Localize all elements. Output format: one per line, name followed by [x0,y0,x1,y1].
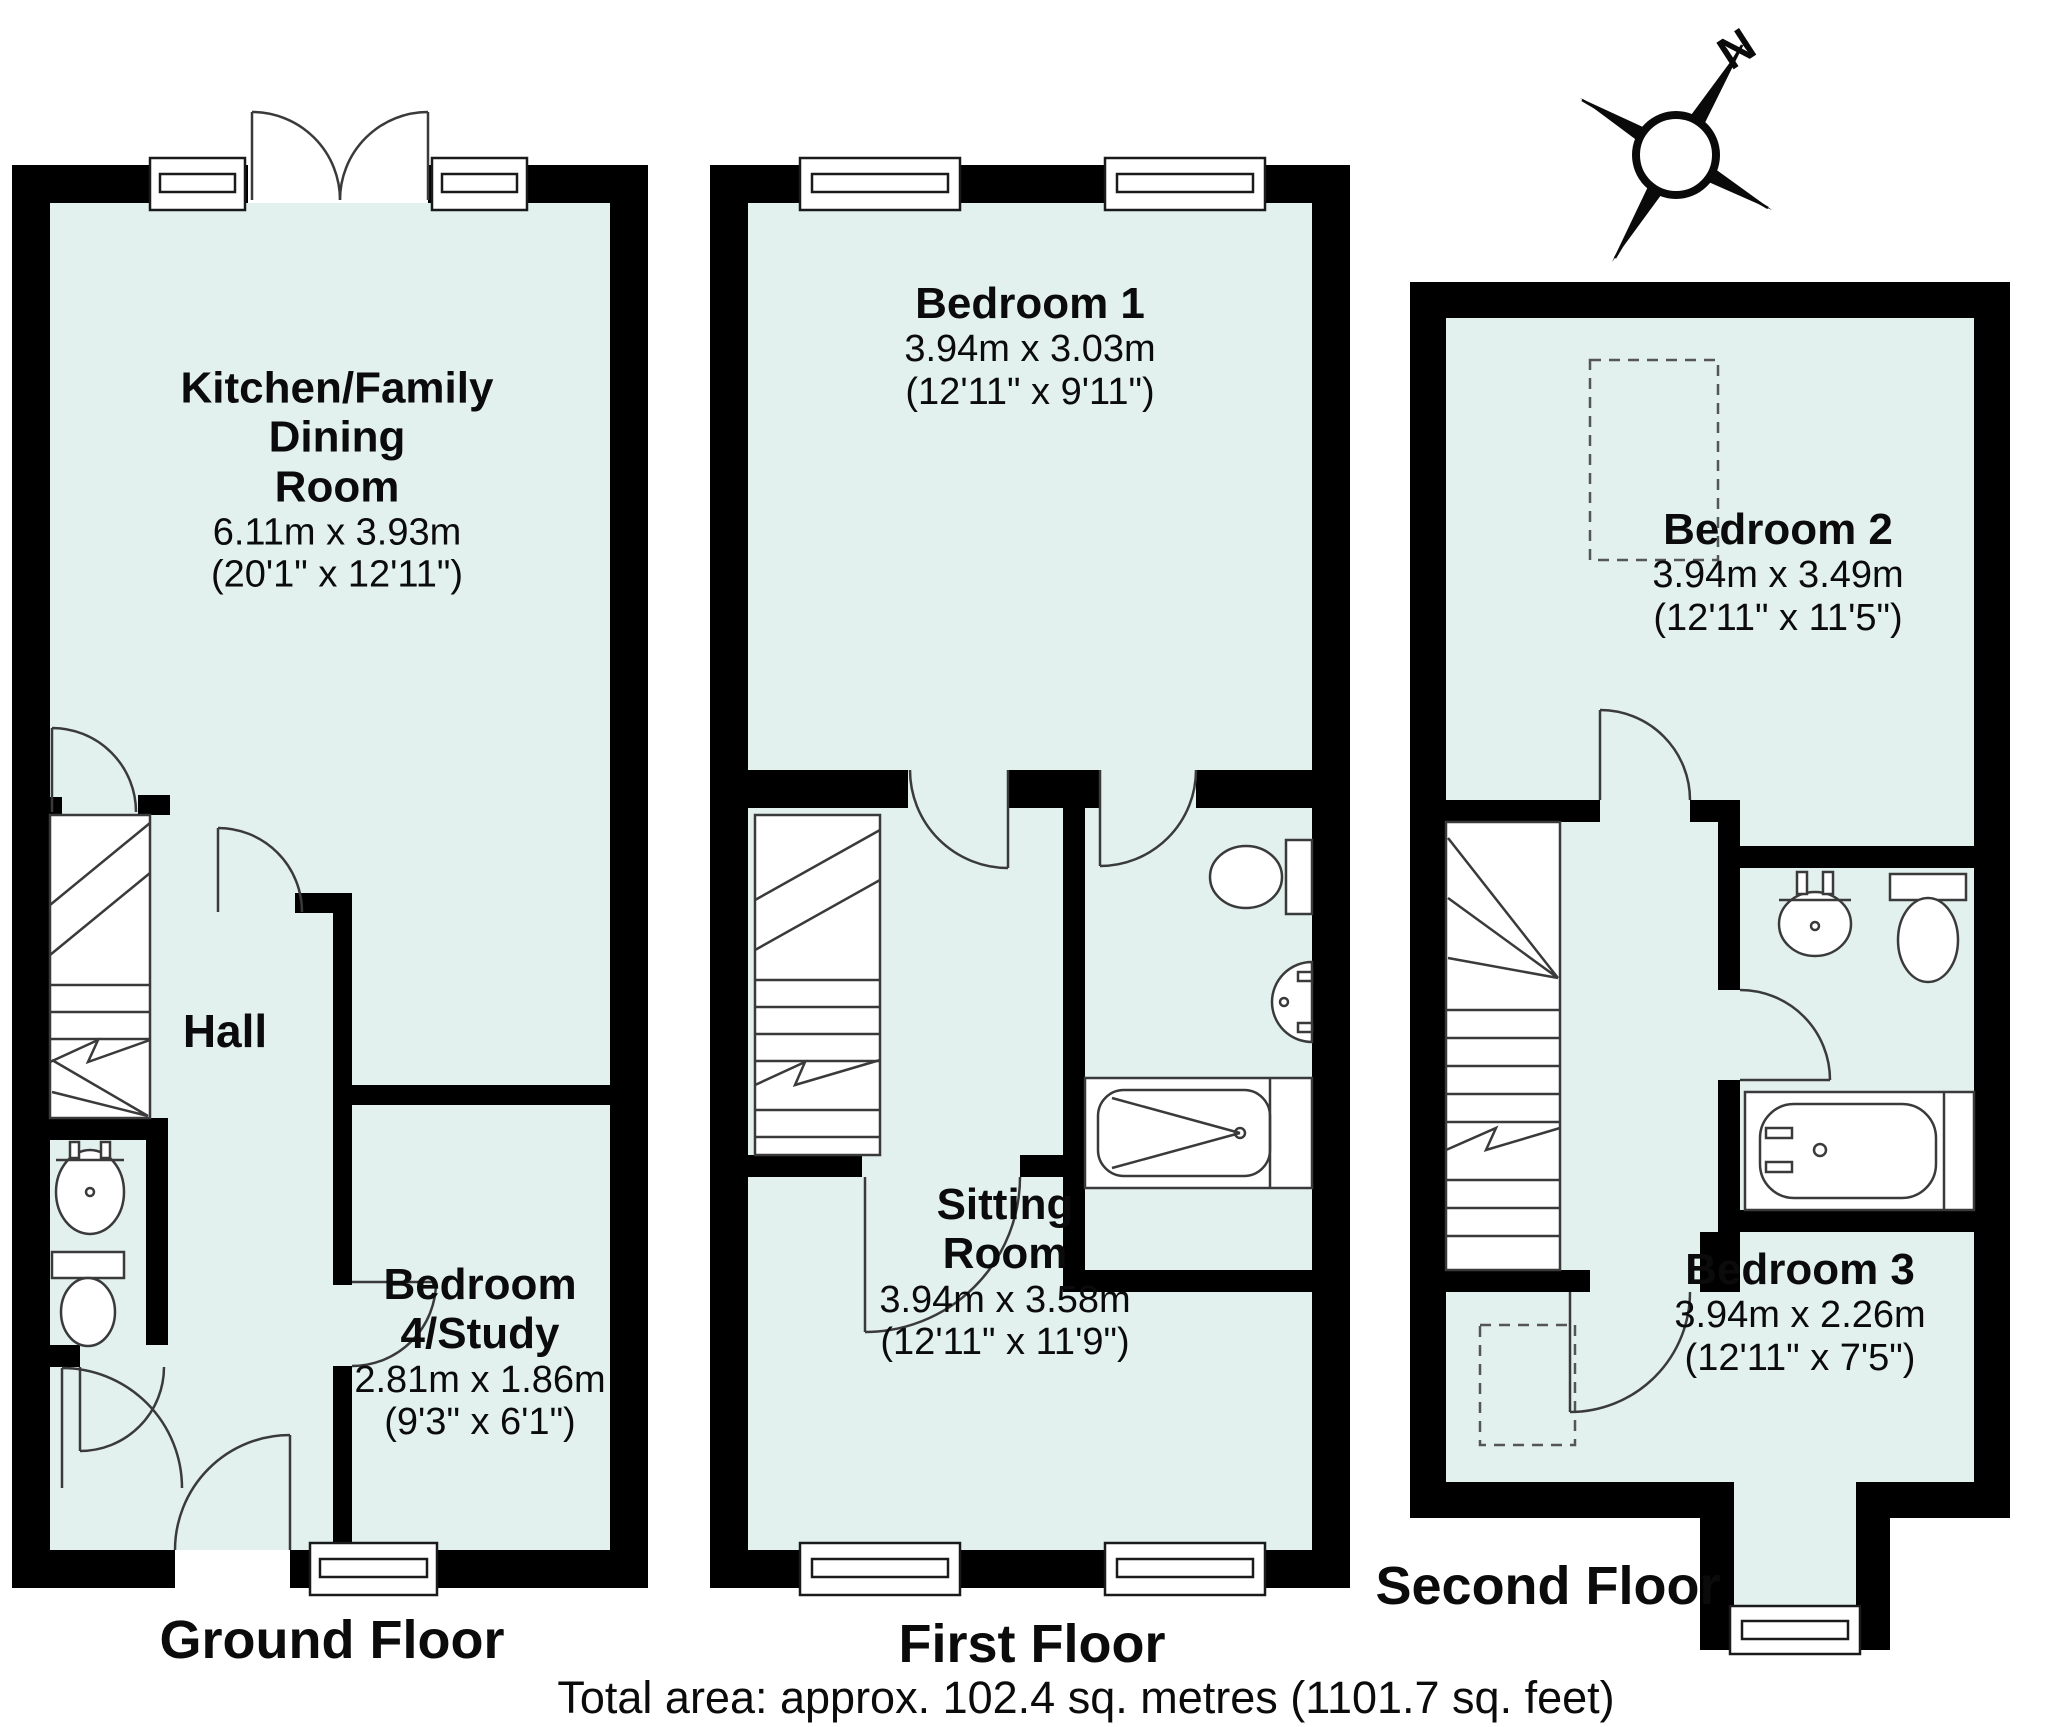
bath-icon [1745,1092,1974,1210]
room-dimensions-metric: 6.11m x 3.93m [212,511,462,554]
room-dimensions-imperial: (12'11" x 7'5") [1684,1336,1916,1379]
bath-icon [1085,1078,1312,1188]
total-area-text: Total area: approx. 102.4 sq. metres (1101.7 sq. feet) [557,1672,1615,1723]
room-label-bedroom4 [354,1260,605,1444]
window [150,158,245,210]
room-name: Bedroom 2 [1663,504,1893,554]
caption-ground-floor: Ground Floor [159,1610,505,1670]
toilet-icon [1210,840,1312,914]
room-name: Room [942,1229,1068,1279]
staircase-second [1446,822,1560,1270]
window [800,1543,960,1595]
room-name: Room [274,462,400,512]
room-dimensions-imperial: (20'1" x 12'11") [210,553,464,596]
front-door-opening [175,1550,290,1588]
room-name: Bedroom 1 [915,278,1145,328]
room-dimensions-imperial: (12'11" x 11'5") [1653,596,1903,639]
window [800,158,960,210]
window [310,1543,437,1595]
room-name: Dining [268,412,406,462]
caption-second-floor: Second Floor [1375,1556,1721,1616]
staircase-ground [50,815,150,1118]
room-dimensions-imperial: (9'3" x 6'1") [384,1401,576,1444]
room-dimensions-imperial: (12'11" x 9'11") [905,370,1155,413]
room-dimensions-imperial: (12'11" x 11'9") [880,1321,1130,1364]
window [432,158,527,210]
caption-first-floor: First Floor [898,1614,1166,1674]
room-dimensions-metric: 3.94m x 3.49m [1652,554,1904,597]
room-name: Bedroom [383,1260,577,1310]
room-dimensions-metric: 3.94m x 2.26m [1674,1294,1926,1337]
compass-rose [1580,18,1772,262]
room-dimensions-metric: 2.81m x 1.86m [354,1358,606,1401]
room-label-bedroom1 [904,279,1155,413]
window [1730,1606,1860,1654]
room-dimensions-metric: 3.94m x 3.58m [879,1278,1131,1321]
room-label-hall [183,1006,267,1058]
window [1105,158,1265,210]
room-name: Sitting [936,1180,1074,1230]
room-name: Kitchen/Family [180,363,494,413]
room-label-sitting-room [879,1180,1130,1364]
room-label-kitchen [181,364,494,597]
room-name: Bedroom 3 [1685,1244,1915,1294]
north-label: N [1708,17,1765,80]
staircase-first [755,815,880,1155]
room-name: Hall [182,1005,268,1058]
second-floor-plan [1410,282,2010,1654]
room-name: 4/Study [400,1309,560,1359]
window [1105,1543,1265,1595]
room-label-bedroom2 [1652,505,1903,639]
room-label-bedroom3 [1674,1245,1925,1379]
room-dimensions-metric: 3.94m x 3.03m [904,328,1156,371]
